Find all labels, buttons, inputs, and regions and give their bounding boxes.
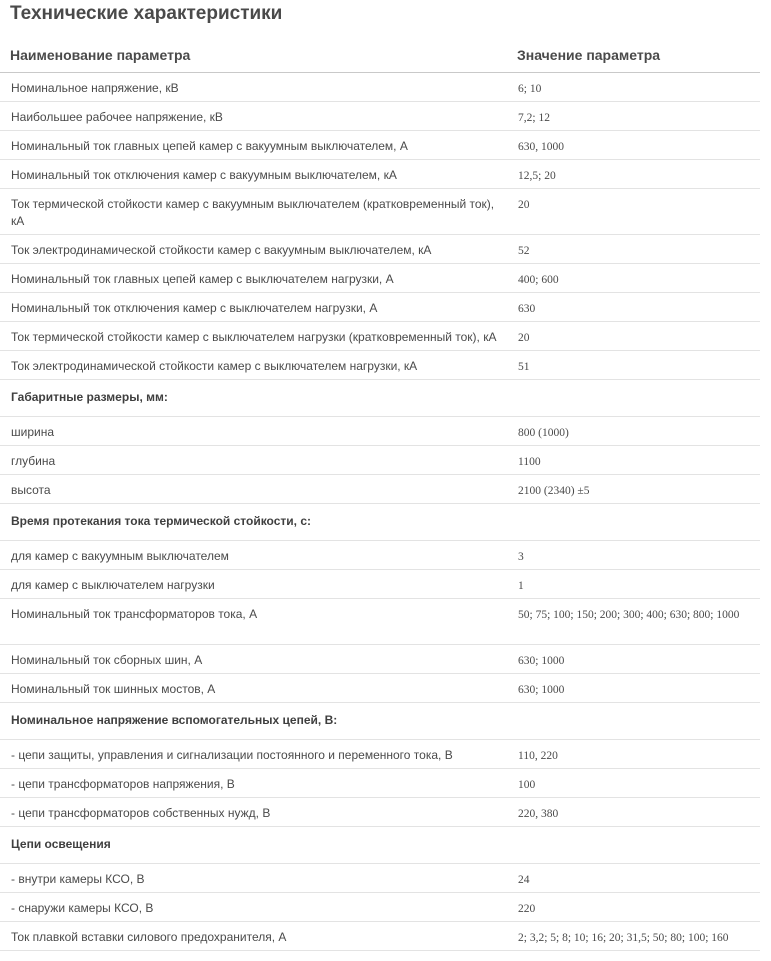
table-row xyxy=(0,599,760,645)
parameter-value: 400; 600 xyxy=(518,274,559,286)
parameter-name: - цепи трансформаторов собственных нужд, В xyxy=(11,806,271,820)
section-header-row xyxy=(0,380,760,417)
parameter-name: Номинальное напряжение, кВ xyxy=(11,81,179,95)
parameter-value: 1 xyxy=(518,580,524,592)
parameter-name: Номинальный ток сборных шин, А xyxy=(11,653,203,667)
table-row xyxy=(0,864,760,893)
section-title: Номинальное напряжение вспомогательных цепей, В: xyxy=(11,713,338,727)
parameter-name: Номинальный ток главных цепей камер с вакуумным выключателем, А xyxy=(11,139,408,153)
parameter-value: 20 xyxy=(518,332,530,344)
parameter-value: 20 xyxy=(518,199,530,211)
page-title: Технические характеристики xyxy=(10,3,283,24)
parameter-name: Номинальный ток трансформаторов тока, А xyxy=(11,607,258,621)
table-row xyxy=(0,674,760,703)
table-row xyxy=(0,740,760,769)
parameter-value: 100 xyxy=(518,779,536,791)
parameter-name: Ток электродинамической стойкости камер с вакуумным выключателем, кА xyxy=(11,243,432,257)
section-header-row xyxy=(0,703,760,740)
table-row xyxy=(0,417,760,446)
table-row xyxy=(0,893,760,922)
section-header-row xyxy=(0,504,760,541)
parameter-value: 220 xyxy=(518,903,536,915)
parameter-name: Ток электродинамической стойкости камер с выключателем нагрузки, кА xyxy=(11,359,418,373)
table-row xyxy=(0,73,760,102)
parameter-name: Номинальный ток отключения камер с выключателем нагрузки, А xyxy=(11,301,378,315)
spec-table-body xyxy=(0,73,760,951)
parameter-value: 220, 380 xyxy=(518,808,559,820)
table-row xyxy=(0,131,760,160)
parameter-name: Номинальный ток отключения камер с вакуумным выключателем, кА xyxy=(11,168,397,182)
section-title: Время протекания тока термической стойкости, с: xyxy=(11,514,311,528)
parameter-name: для камер с вакуумным выключателем xyxy=(11,549,229,563)
table-row xyxy=(0,322,760,351)
table-row xyxy=(0,541,760,570)
parameter-value: 52 xyxy=(518,245,530,257)
table-row xyxy=(0,922,760,951)
parameter-value: 630; 1000 xyxy=(518,655,565,667)
section-title: Габаритные размеры, мм: xyxy=(11,390,168,404)
parameter-name: Ток термической стойкости камер с вакуумным выключателем (кратковременный ток), кА xyxy=(11,197,495,228)
table-row xyxy=(0,293,760,322)
parameter-name: - цепи трансформаторов напряжения, В xyxy=(11,777,235,791)
parameter-name: Наибольшее рабочее напряжение, кВ xyxy=(11,110,223,124)
parameter-value: 6; 10 xyxy=(518,83,542,95)
header-parameter-name: Наименование параметра xyxy=(10,47,191,63)
parameter-value: 2; 3,2; 5; 8; 10; 16; 20; 31,5; 50; 80; 100; 160 xyxy=(518,932,729,944)
table-row xyxy=(0,160,760,189)
parameter-name: Ток плавкой вставки силового предохранителя, А xyxy=(11,930,287,944)
parameter-value: 50; 75; 100; 150; 200; 300; 400; 630; 800; 1000 xyxy=(518,609,740,621)
parameter-value: 7,2; 12 xyxy=(518,112,550,124)
table-row xyxy=(0,235,760,264)
parameter-value: 1100 xyxy=(518,456,541,468)
table-row xyxy=(0,475,760,504)
table-header xyxy=(0,38,760,73)
table-row xyxy=(0,189,760,235)
parameter-name: глубина xyxy=(11,454,56,468)
parameter-name: Номинальный ток главных цепей камер с выключателем нагрузки, А xyxy=(11,272,394,286)
table-row xyxy=(0,351,760,380)
parameter-value: 110, 220 xyxy=(518,750,558,762)
table-row xyxy=(0,102,760,131)
section-title: Цепи освещения xyxy=(11,837,111,851)
parameter-name: - цепи защиты, управления и сигнализации постоянного и переменного тока, В xyxy=(11,748,453,762)
parameter-value: 630, 1000 xyxy=(518,141,564,153)
table-row xyxy=(0,446,760,475)
table-row xyxy=(0,645,760,674)
table-row xyxy=(0,264,760,293)
parameter-value: 630; 1000 xyxy=(518,684,565,696)
parameter-name: - снаружи камеры КСО, В xyxy=(11,901,154,915)
table-row xyxy=(0,798,760,827)
parameter-value: 2100 (2340) ±5 xyxy=(518,485,590,497)
table-row xyxy=(0,769,760,798)
parameter-name: Ток термической стойкости камер с выключателем нагрузки (кратковременный ток), кА xyxy=(11,330,497,344)
header-parameter-value: Значение параметра xyxy=(517,47,661,63)
parameter-value: 630 xyxy=(518,303,536,315)
parameter-name: Номинальный ток шинных мостов, А xyxy=(11,682,216,696)
parameter-value: 24 xyxy=(518,874,530,886)
parameter-name: высота xyxy=(11,483,51,497)
parameter-value: 3 xyxy=(518,551,524,563)
parameter-value: 51 xyxy=(518,361,530,373)
table-row xyxy=(0,570,760,599)
parameter-value: 800 (1000) xyxy=(518,427,569,439)
parameter-name: - внутри камеры КСО, В xyxy=(11,872,145,886)
section-header-row xyxy=(0,827,760,864)
parameter-name: ширина xyxy=(11,425,55,439)
parameter-name: для камер с выключателем нагрузки xyxy=(11,578,215,592)
parameter-value: 12,5; 20 xyxy=(518,170,556,182)
